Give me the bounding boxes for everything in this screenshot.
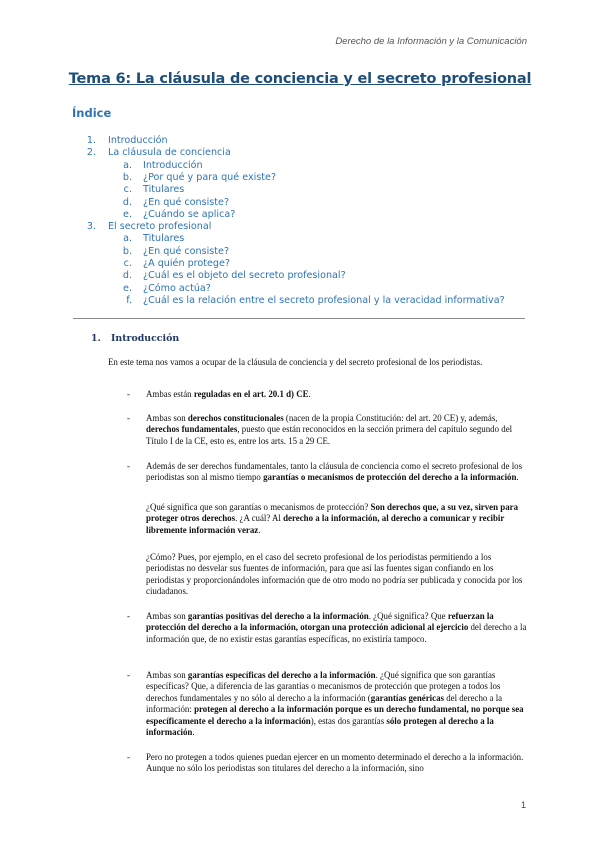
sub-paragraph: ¿Cómo? Pues, por ejemplo, en el caso del secreto profesional de los periodistas permitiendo a los periodistas no desvelar sus fuentes de información, para que así las fuentes sigan confiando en los periodistas y proporcionándoles información que de otro modo no podría ser publicada y conocida por los ciudadanos. — [146, 552, 523, 597]
bullet-marker: - — [127, 461, 130, 471]
section-heading: 1. Introducción — [91, 333, 180, 344]
bullet-text: Ambas están reguladas en el art. 20.1 d) CE. — [146, 389, 311, 399]
intro-paragraph: En este tema nos vamos a ocupar de la cláusula de conciencia y del secreto profesional de los periodistas. — [108, 357, 483, 367]
sub-paragraph: ¿Qué significa que son garantías o mecanismos de protección? Son derechos que, a su vez, sirven para proteger otros derechos. ¿A cuál? Al derecho a la información, al derecho a comunicar y recibir libremente información veraz. — [146, 502, 519, 535]
index-heading: Índice — [72, 106, 112, 120]
toc-subitem[interactable]: c. ¿A quién protege? — [123, 258, 231, 269]
toc-subitem[interactable]: e. ¿Cómo actúa? — [123, 282, 211, 294]
bullet-text: Ambas son garantías específicas del derecho a la información. ¿Qué significa que son garantías específicas? Que, a diferencia de las garantías o mecanismos de protección que protegen a todos los derechos fundamentales y no sólo al derecho a la información (garantías genéricas del derecho a la información: protegen al derecho a la información porque es un derecho fundamental, no porque sea específicamente el derecho a la información), estas dos garantías sólo protegen al derecho a la información. — [146, 670, 524, 738]
page-number: 1 — [520, 800, 526, 810]
toc-subitem[interactable]: a. Introducción — [123, 159, 203, 171]
toc-subitem[interactable]: b. ¿En qué consiste? — [122, 245, 230, 257]
toc-subitem[interactable]: b. ¿Por qué y para qué existe? — [122, 171, 277, 183]
toc-subitem[interactable]: e. ¿Cuándo se aplica? — [123, 208, 236, 220]
toc-subitem[interactable]: c. Titulares — [123, 184, 185, 196]
toc-item[interactable]: 1. Introducción — [86, 135, 168, 146]
bullet-marker: - — [127, 389, 130, 399]
bullet-marker: - — [127, 752, 130, 762]
document-title: Tema 6: La cláusula de conciencia y el secreto profesional — [68, 71, 532, 87]
toc-subitem[interactable]: a. Titulares — [123, 233, 185, 245]
bullet-text: Pero no protegen a todos quienes puedan ejercer en un momento determinado el derecho a la información. Aunque no sólo los periodistas son titulares del derecho a la información, sino — [146, 752, 524, 774]
toc-subitem[interactable]: d. ¿Cuál es el objeto del secreto profesional? — [122, 270, 346, 282]
running-header: Derecho de la Información y la Comunicación — [335, 36, 527, 47]
bullet-text: Además de ser derechos fundamentales, tanto la cláusula de conciencia como el secreto profesional de los periodistas son al mismo tiempo garantías o mecanismos de protección del derecho a la información. — [146, 461, 523, 483]
toc-subitem[interactable]: d. ¿En qué consiste? — [122, 196, 230, 208]
section-divider — [73, 318, 525, 319]
toc-item[interactable]: 3. El secreto profesional — [86, 221, 212, 233]
bullet-marker: - — [127, 611, 130, 621]
bullet-text: Ambas son garantías positivas del derecho a la información. ¿Qué significa? Que refuerzan la protección del derecho a la información, otorgan una protección adicional al ejercicio del derecho a la información que, de no existir estas garantías específicas, no existiría tampoco. — [146, 611, 527, 644]
toc-subitem[interactable]: f. ¿Cuál es la relación entre el secreto profesional y la veracidad informativa? — [126, 294, 505, 306]
bullet-marker: - — [127, 670, 130, 680]
bullet-marker: - — [127, 413, 130, 423]
toc-item[interactable]: 2. La cláusula de conciencia — [86, 147, 231, 159]
bullet-text: Ambas son derechos constitucionales (nacen de la propia Constitución: del art. 20 CE) y, además, derechos fundamentales, puesto que están reconocidos en la sección primera del capítulo segundo del Título I de la CE, esto es, entre los arts. 15 a 29 CE. — [146, 413, 513, 446]
